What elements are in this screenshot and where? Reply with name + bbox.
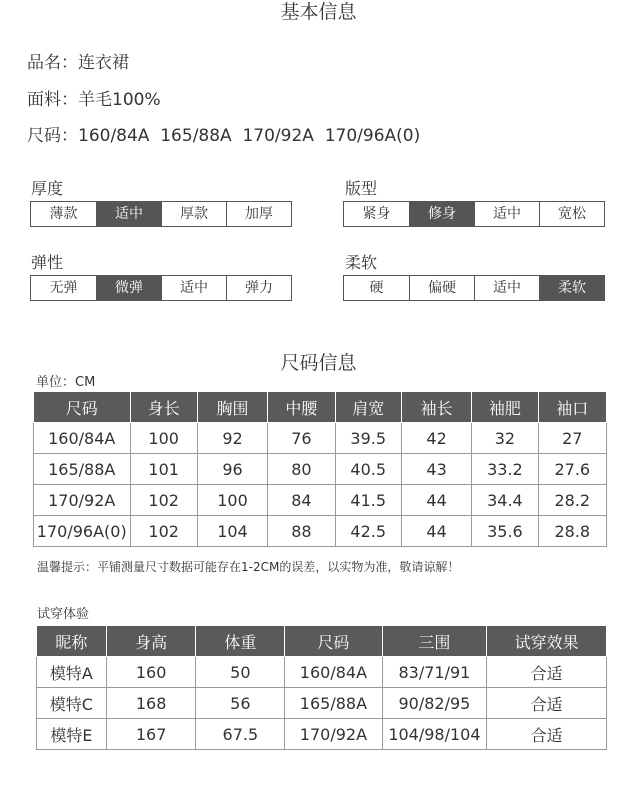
size-value: 160/84A 165/88A 170/92A 170/96A(0) <box>78 126 421 146</box>
size-header-cell: 袖口 <box>538 392 606 423</box>
table-cell: 模特E <box>37 719 107 750</box>
table-cell: 90/82/95 <box>382 688 487 719</box>
try-on-table-header <box>37 626 607 657</box>
table-cell: 56 <box>196 688 285 719</box>
table-cell: 160/84A <box>285 657 382 688</box>
try-on-header-cell: 身高 <box>106 626 196 657</box>
table-cell: 40.5 <box>335 454 401 485</box>
table-row <box>34 485 607 516</box>
option: 适中 <box>474 276 539 300</box>
table-cell: 170/96A(0) <box>34 516 131 547</box>
table-cell: 34.4 <box>472 485 538 516</box>
option: 适中 <box>161 276 226 300</box>
option: 加厚 <box>226 202 291 226</box>
table-cell: 合适 <box>487 688 607 719</box>
table-cell: 35.6 <box>472 516 538 547</box>
try-on-header-cell: 昵称 <box>37 626 107 657</box>
table-cell: 160 <box>106 657 196 688</box>
table-cell: 合适 <box>487 657 607 688</box>
unit-label: 单位：CM <box>36 375 96 390</box>
try-on-header-cell: 尺码 <box>285 626 382 657</box>
table-cell: 27 <box>538 423 606 454</box>
option: 适中 <box>474 202 539 226</box>
measurement-note: 温馨提示：平铺测量尺寸数据可能存在1-2CM的误差，以实物为准，敬请谅解！ <box>37 560 460 574</box>
table-cell: 50 <box>196 657 285 688</box>
product-name-value: 连衣裙 <box>78 53 129 73</box>
option: 宽松 <box>539 202 604 226</box>
table-cell: 76 <box>268 423 335 454</box>
table-cell: 100 <box>130 423 197 454</box>
try-on-table <box>36 625 607 750</box>
size-label: 尺码： <box>27 126 78 146</box>
option-selected: 修身 <box>409 202 474 226</box>
size-header-cell: 身长 <box>130 392 197 423</box>
size-header-cell: 袖长 <box>401 392 471 423</box>
table-cell: 42 <box>401 423 471 454</box>
table-cell: 32 <box>472 423 538 454</box>
size-info-title: 尺码信息 <box>280 352 357 374</box>
option-selected: 微弹 <box>96 276 161 300</box>
attr-softness-options <box>343 275 605 301</box>
table-row <box>37 657 607 688</box>
attr-fit-label: 版型 <box>345 179 378 198</box>
table-cell: 88 <box>268 516 335 547</box>
option-selected: 柔软 <box>539 276 604 300</box>
option: 无弹 <box>49 280 78 296</box>
table-cell: 168 <box>106 688 196 719</box>
size-header-cell: 胸围 <box>197 392 267 423</box>
option: 紧身 <box>362 206 391 222</box>
attr-elasticity-label: 弹性 <box>31 253 64 272</box>
product-name-row <box>27 48 129 73</box>
table-cell: 合适 <box>487 719 607 750</box>
attr-softness-label: 柔软 <box>345 253 378 272</box>
table-cell: 80 <box>268 454 335 485</box>
size-row <box>27 121 420 146</box>
table-cell: 104/98/104 <box>382 719 487 750</box>
attr-fit-options <box>343 201 605 227</box>
table-cell: 160/84A <box>34 423 131 454</box>
table-row <box>34 454 607 485</box>
try-on-title: 试穿体验 <box>37 607 90 622</box>
option: 偏硬 <box>409 276 474 300</box>
fabric-label: 面料： <box>27 90 78 110</box>
table-cell: 28.8 <box>538 516 606 547</box>
table-row <box>34 423 607 454</box>
table-cell: 43 <box>401 454 471 485</box>
table-cell: 28.2 <box>538 485 606 516</box>
table-cell: 165/88A <box>285 688 382 719</box>
size-header-cell: 中腰 <box>268 392 335 423</box>
attr-thickness-options <box>30 201 292 227</box>
table-cell: 167 <box>106 719 196 750</box>
size-header-cell: 肩宽 <box>335 392 401 423</box>
option: 薄款 <box>49 206 78 222</box>
option: 厚款 <box>161 202 226 226</box>
table-cell: 102 <box>130 485 197 516</box>
table-cell: 33.2 <box>472 454 538 485</box>
table-cell: 83/71/91 <box>382 657 487 688</box>
table-cell: 41.5 <box>335 485 401 516</box>
size-header-cell: 袖肥 <box>472 392 538 423</box>
table-cell: 42.5 <box>335 516 401 547</box>
table-cell: 165/88A <box>34 454 131 485</box>
table-cell: 27.6 <box>538 454 606 485</box>
try-on-header-cell: 试穿效果 <box>487 626 607 657</box>
size-table <box>33 391 607 547</box>
table-row <box>34 516 607 547</box>
table-cell: 104 <box>197 516 267 547</box>
table-cell: 模特A <box>37 657 107 688</box>
table-cell: 96 <box>197 454 267 485</box>
product-name-label: 品名： <box>27 53 78 73</box>
basic-info-title: 基本信息 <box>280 1 357 23</box>
table-cell: 39.5 <box>335 423 401 454</box>
size-table-header <box>34 392 607 423</box>
table-cell: 170/92A <box>285 719 382 750</box>
table-row <box>37 688 607 719</box>
try-on-header-cell: 体重 <box>196 626 285 657</box>
try-on-header-cell: 三围 <box>382 626 487 657</box>
option-selected: 适中 <box>96 202 161 226</box>
table-cell: 44 <box>401 485 471 516</box>
table-cell: 67.5 <box>196 719 285 750</box>
fabric-row <box>27 85 161 110</box>
option: 弹力 <box>226 276 291 300</box>
table-cell: 102 <box>130 516 197 547</box>
fabric-value: 羊毛100% <box>78 90 161 110</box>
option: 硬 <box>369 280 384 296</box>
table-cell: 92 <box>197 423 267 454</box>
table-cell: 84 <box>268 485 335 516</box>
table-cell: 170/92A <box>34 485 131 516</box>
table-cell: 模特C <box>37 688 107 719</box>
attr-elasticity-options <box>30 275 292 301</box>
table-cell: 100 <box>197 485 267 516</box>
size-header-cell: 尺码 <box>34 392 131 423</box>
table-cell: 101 <box>130 454 197 485</box>
attr-thickness-label: 厚度 <box>31 179 64 198</box>
table-row <box>37 719 607 750</box>
table-cell: 44 <box>401 516 471 547</box>
